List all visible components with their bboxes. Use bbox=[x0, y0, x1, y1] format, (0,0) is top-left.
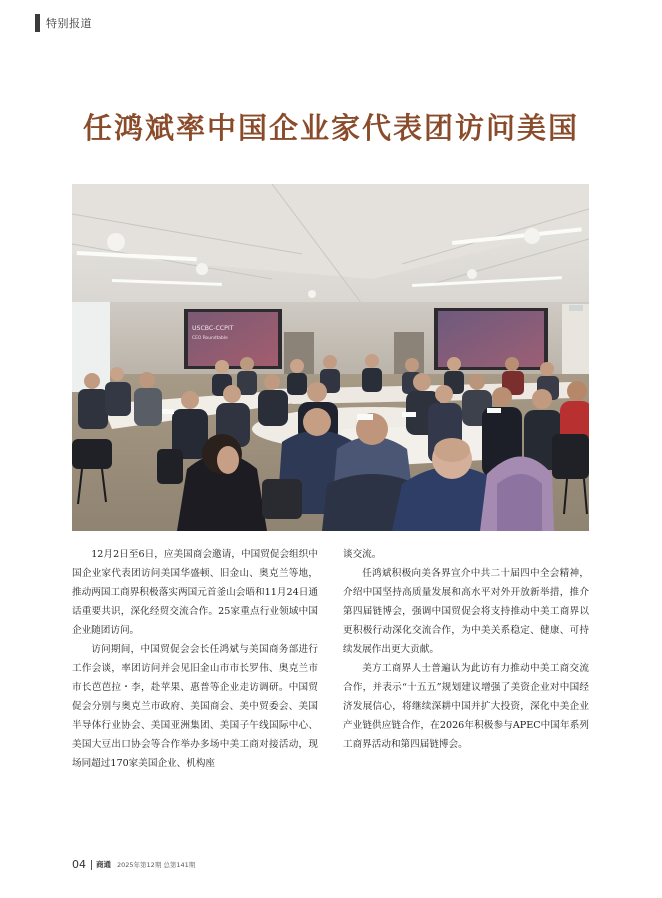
paragraph: 任鸿斌积极向美各界宣介中共二十届四中全会精神，介绍中国坚持高质量发展和高水平对外开放新举措，推介第四届链博会，强调中国贸促会将支持推动中美工商界以更积极行动深化交流合作，为中美关系稳定、健康、可持续发展作出更大贡献。 bbox=[343, 568, 589, 655]
paragraph: 谈交流。 bbox=[343, 549, 382, 560]
event-photo bbox=[72, 184, 589, 531]
page-number: 04 bbox=[72, 858, 86, 871]
section-tag-bar bbox=[35, 14, 40, 32]
paragraph: 访问期间，中国贸促会会长任鸿斌与美国商务部进行工作会谈，率团访问并会见旧金山市市长罗伟、奥克兰市市长芭芭拉・李，赴苹果、惠普等企业走访调研。中国贸促会分别与奥克兰市政府、美国商会、美中贸委会、美国半导体行业协会、美国亚洲集团、美国子午线国际中心、美国大豆出口协会等合作举办多场中美工商对接活动，现场同超过170家美国企业、机构座 bbox=[72, 644, 318, 769]
screen-left-sub: CEO Roundtable bbox=[192, 336, 228, 341]
section-label: 特别报道 bbox=[46, 17, 92, 30]
page-footer bbox=[72, 858, 201, 871]
article-title: 任鸿斌率中国企业家代表团访问美国 bbox=[82, 111, 579, 145]
paragraph: 美方工商界人士普遍认为此访有力推动中美工商交流合作，并表示“十五五”规划建议增强了美资企业对中国经济发展信心，将继续深耕中国并扩大投资，深化中美企业产业链供应链合作，在2026年积极参与APEC中国年系列工商界活动和第四届链博会。 bbox=[343, 663, 589, 750]
magazine-name: 商通 bbox=[96, 860, 111, 869]
screen-left-text: USCBC-CCPIT bbox=[192, 325, 234, 332]
issue-info: 2025年第12期 总第141期 bbox=[117, 861, 196, 869]
section-tag bbox=[35, 14, 92, 32]
paragraph: 12月2日至6日，应美国商会邀请，中国贸促会组织中国企业家代表团访问美国华盛顿、旧金山、奥克兰等地，推动两国工商界积极落实两国元首釜山会晤和11月24日通话重要共识，深化经贸交流合作。25家重点行业领域中国企业随团访问。 bbox=[72, 549, 318, 636]
footer-divider bbox=[91, 860, 92, 870]
article-column-left bbox=[72, 545, 318, 773]
article-column-right bbox=[343, 545, 589, 754]
